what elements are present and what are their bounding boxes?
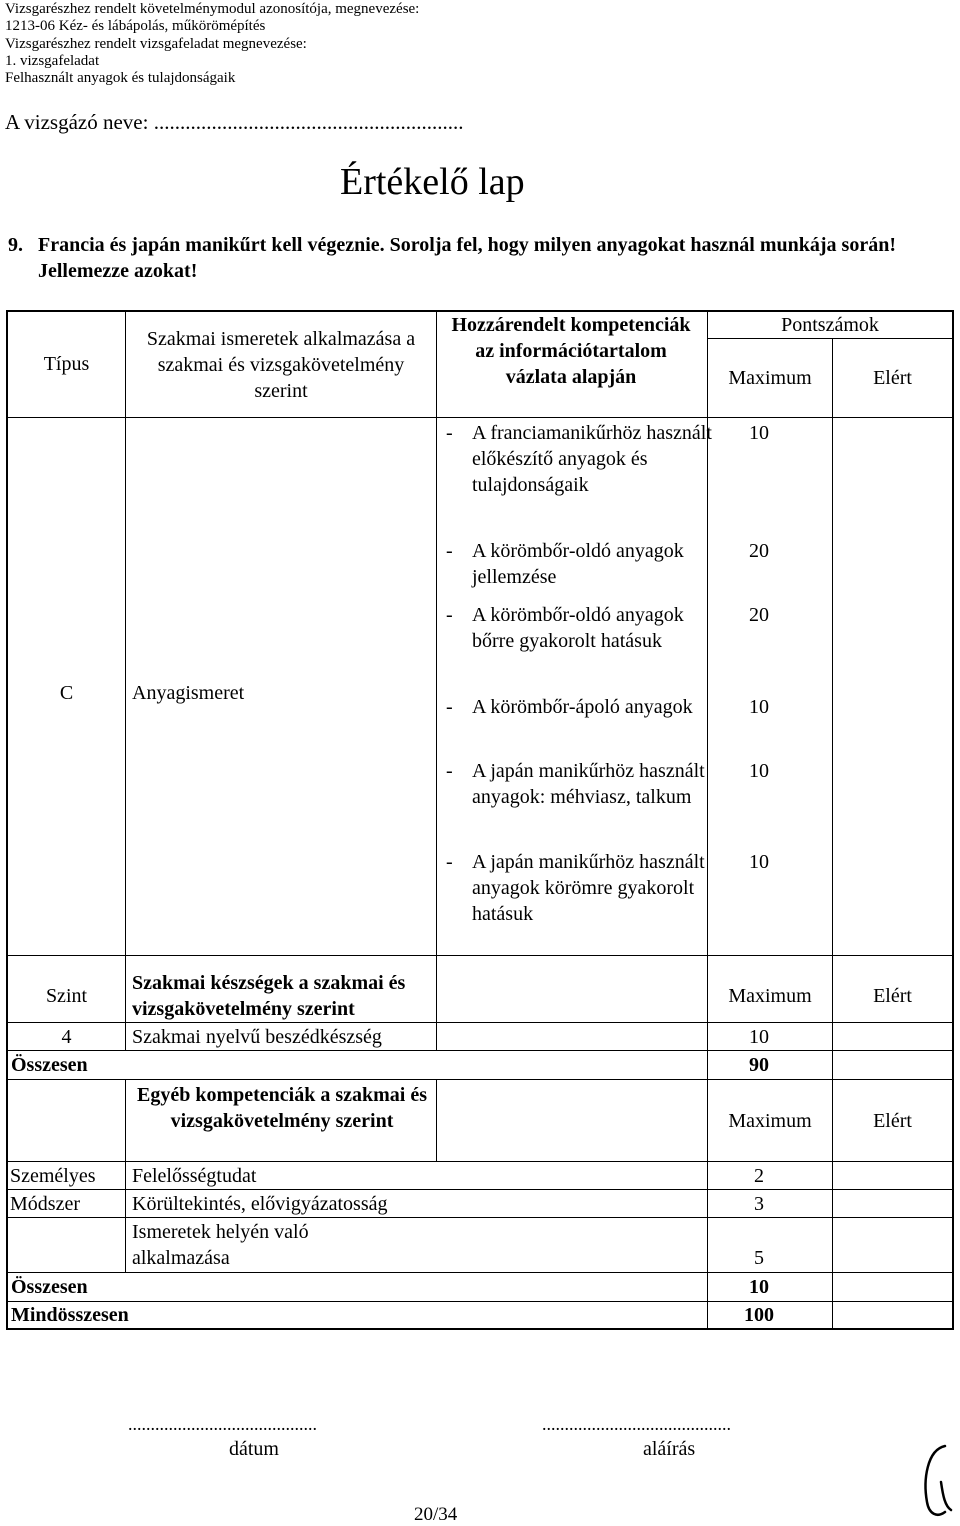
border-other-row3-bottom bbox=[6, 1272, 954, 1273]
type-code: C bbox=[59, 682, 74, 704]
border-skills-col2 bbox=[436, 955, 437, 1050]
other-heading: Egyéb kompetenciák a szakmai és vizsgakövetelmény szerint bbox=[137, 1084, 427, 1132]
skills-total-label: Összesen bbox=[11, 1054, 88, 1076]
competency-max: 10 bbox=[749, 851, 769, 873]
other-elert-head: Elért bbox=[873, 1110, 912, 1132]
skills-total-max: 90 bbox=[749, 1054, 769, 1076]
skills-row-label: Szakmai nyelvű beszédkészség bbox=[132, 1026, 382, 1048]
topic-label: Anyagismeret bbox=[132, 682, 245, 704]
col-head-elert: Elért bbox=[873, 367, 912, 389]
skills-elert-head: Elért bbox=[873, 985, 912, 1007]
grand-total-label: Mindösszesen bbox=[11, 1304, 129, 1326]
competency-max: 20 bbox=[749, 604, 769, 626]
other-row-max: 2 bbox=[754, 1165, 764, 1187]
col-head-maximum: Maximum bbox=[728, 367, 812, 389]
border-col-szakmai bbox=[436, 310, 437, 955]
border-skills-head-bottom bbox=[6, 1022, 954, 1023]
candidate-name-field: A vizsgázó neve: ........................................................... bbox=[5, 110, 464, 134]
header-task-value: 1. vizsgafeladat bbox=[5, 53, 100, 69]
header-module-value: 1213-06 Kéz- és lábápolás, műkörömépítés bbox=[5, 18, 266, 34]
other-maximum-head: Maximum bbox=[728, 1110, 812, 1132]
skills-heading: Szakmai készségek a szakmai és vizsgakövetelmény szerint bbox=[132, 972, 406, 1020]
other-row-max: 3 bbox=[754, 1193, 764, 1215]
border-pontszamok-split bbox=[707, 338, 954, 339]
competency-max: 10 bbox=[749, 760, 769, 782]
other-row-label: Körültekintés, elővigyázatosság bbox=[132, 1193, 388, 1215]
competency-max: 10 bbox=[749, 422, 769, 444]
border-header-bottom bbox=[6, 417, 954, 418]
skills-szint-head: Szint bbox=[45, 985, 88, 1007]
border-skills-row-bottom bbox=[6, 1050, 954, 1051]
border-skills-top bbox=[6, 955, 954, 956]
handwritten-signature bbox=[915, 1440, 955, 1522]
signature-label: aláírás bbox=[643, 1438, 696, 1460]
page-title: Értékelő lap bbox=[340, 161, 525, 203]
border-other-total-bottom bbox=[6, 1301, 954, 1302]
border-other-col2 bbox=[436, 1079, 437, 1162]
signature-line: .......................................... bbox=[542, 1414, 731, 1434]
date-label: dátum bbox=[229, 1438, 279, 1460]
skills-row-level: 4 bbox=[61, 1026, 72, 1048]
border-right bbox=[952, 310, 954, 1330]
border-left bbox=[6, 418, 8, 1330]
other-row-category: Módszer bbox=[10, 1193, 80, 1215]
border-other-row1-bottom bbox=[6, 1189, 954, 1190]
competency-max: 10 bbox=[749, 696, 769, 718]
skills-row-max: 10 bbox=[749, 1026, 769, 1048]
border-skills-col1 bbox=[125, 955, 126, 1050]
border-other-col1 bbox=[125, 1079, 126, 1273]
col-head-szakmai: Szakmai ismeretek alkalmazása a szakmai és vizsgakövetelmény szerint bbox=[146, 328, 416, 402]
header-task-label: Vizsgarészhez rendelt vizsgafeladat megnevezése: bbox=[5, 36, 307, 52]
col-head-tipus: Típus bbox=[43, 353, 90, 375]
border-other-head-bottom bbox=[6, 1161, 954, 1162]
competency-max: 20 bbox=[749, 540, 769, 562]
date-line: .......................................... bbox=[128, 1414, 317, 1434]
other-row-label: Ismeretek helyén való alkalmazása bbox=[132, 1221, 309, 1269]
grand-total-max: 100 bbox=[744, 1304, 774, 1326]
border-skills-total-bottom bbox=[6, 1079, 954, 1080]
other-row-category: Személyes bbox=[10, 1165, 96, 1187]
other-row-max: 5 bbox=[754, 1247, 764, 1269]
page-number: 20/34 bbox=[414, 1504, 458, 1525]
other-total-max: 10 bbox=[749, 1276, 769, 1298]
header-module-label: Vizsgarészhez rendelt követelménymodul azonosítója, megnevezése: bbox=[5, 1, 420, 17]
border-col-elert bbox=[832, 338, 833, 1330]
border-other-row2-bottom bbox=[6, 1217, 954, 1218]
evaluation-table: Típus Szakmai ismeretek alkalmazása a szakmai és vizsgakövetelmény szerint Hozzárendelt kompetenciák az információtartalom vázlata alapján Pontszámok Maximum Elért C Anyagismeret - A franciamanikűrhöz használt előkészítő anyagok és tulajdonságaik 10 - A körömbőr-oldó anyagok jellemzése 20 - A körömbőr-oldó anyagok bőrre gyakorolt hatásuk 20 - A körömbőr-ápoló anyagok 10 - A japán manikűrhöz használt anyagok: méhviasz, talkum 10 - A japán manikűrhöz használt anyagok körömre gyakorolt hatásuk 10 Szint Szakmai készségek a szakmai és vizsgakövetelmény szerint Maximum Elért 4 Szakmai nyelvű beszédkészség 10 Összesen 90 Egyéb kompetenciák a szakmai és vizsgakövetelmény szerint Maximum Elért Személyes Felelősségtudat 2 Módszer Körültekintés, elővigyázatosság 3 Ismeretek helyén való alkalmazása 5 Összesen 10 Mindösszesen 100 bbox=[6, 310, 954, 1330]
skills-maximum-head: Maximum bbox=[728, 985, 812, 1007]
question-number: 9. bbox=[8, 234, 23, 256]
other-row-label: Felelősségtudat bbox=[132, 1165, 257, 1187]
col-head-hozzarendelt: Hozzárendelt kompetenciák az információtartalom vázlata alapján bbox=[451, 314, 691, 388]
border-bottom bbox=[6, 1328, 954, 1330]
question-text: Francia és japán manikűrt kell végeznie. Sorolja fel, hogy milyen anyagokat használ munkája során! Jellemezze azokat! bbox=[38, 234, 896, 282]
border-col-tipus bbox=[125, 310, 126, 955]
col-head-pontszamok: Pontszámok bbox=[781, 314, 879, 336]
other-total-label: Összesen bbox=[11, 1276, 88, 1298]
header-task-title: Felhasznált anyagok és tulajdonságaik bbox=[5, 70, 236, 86]
